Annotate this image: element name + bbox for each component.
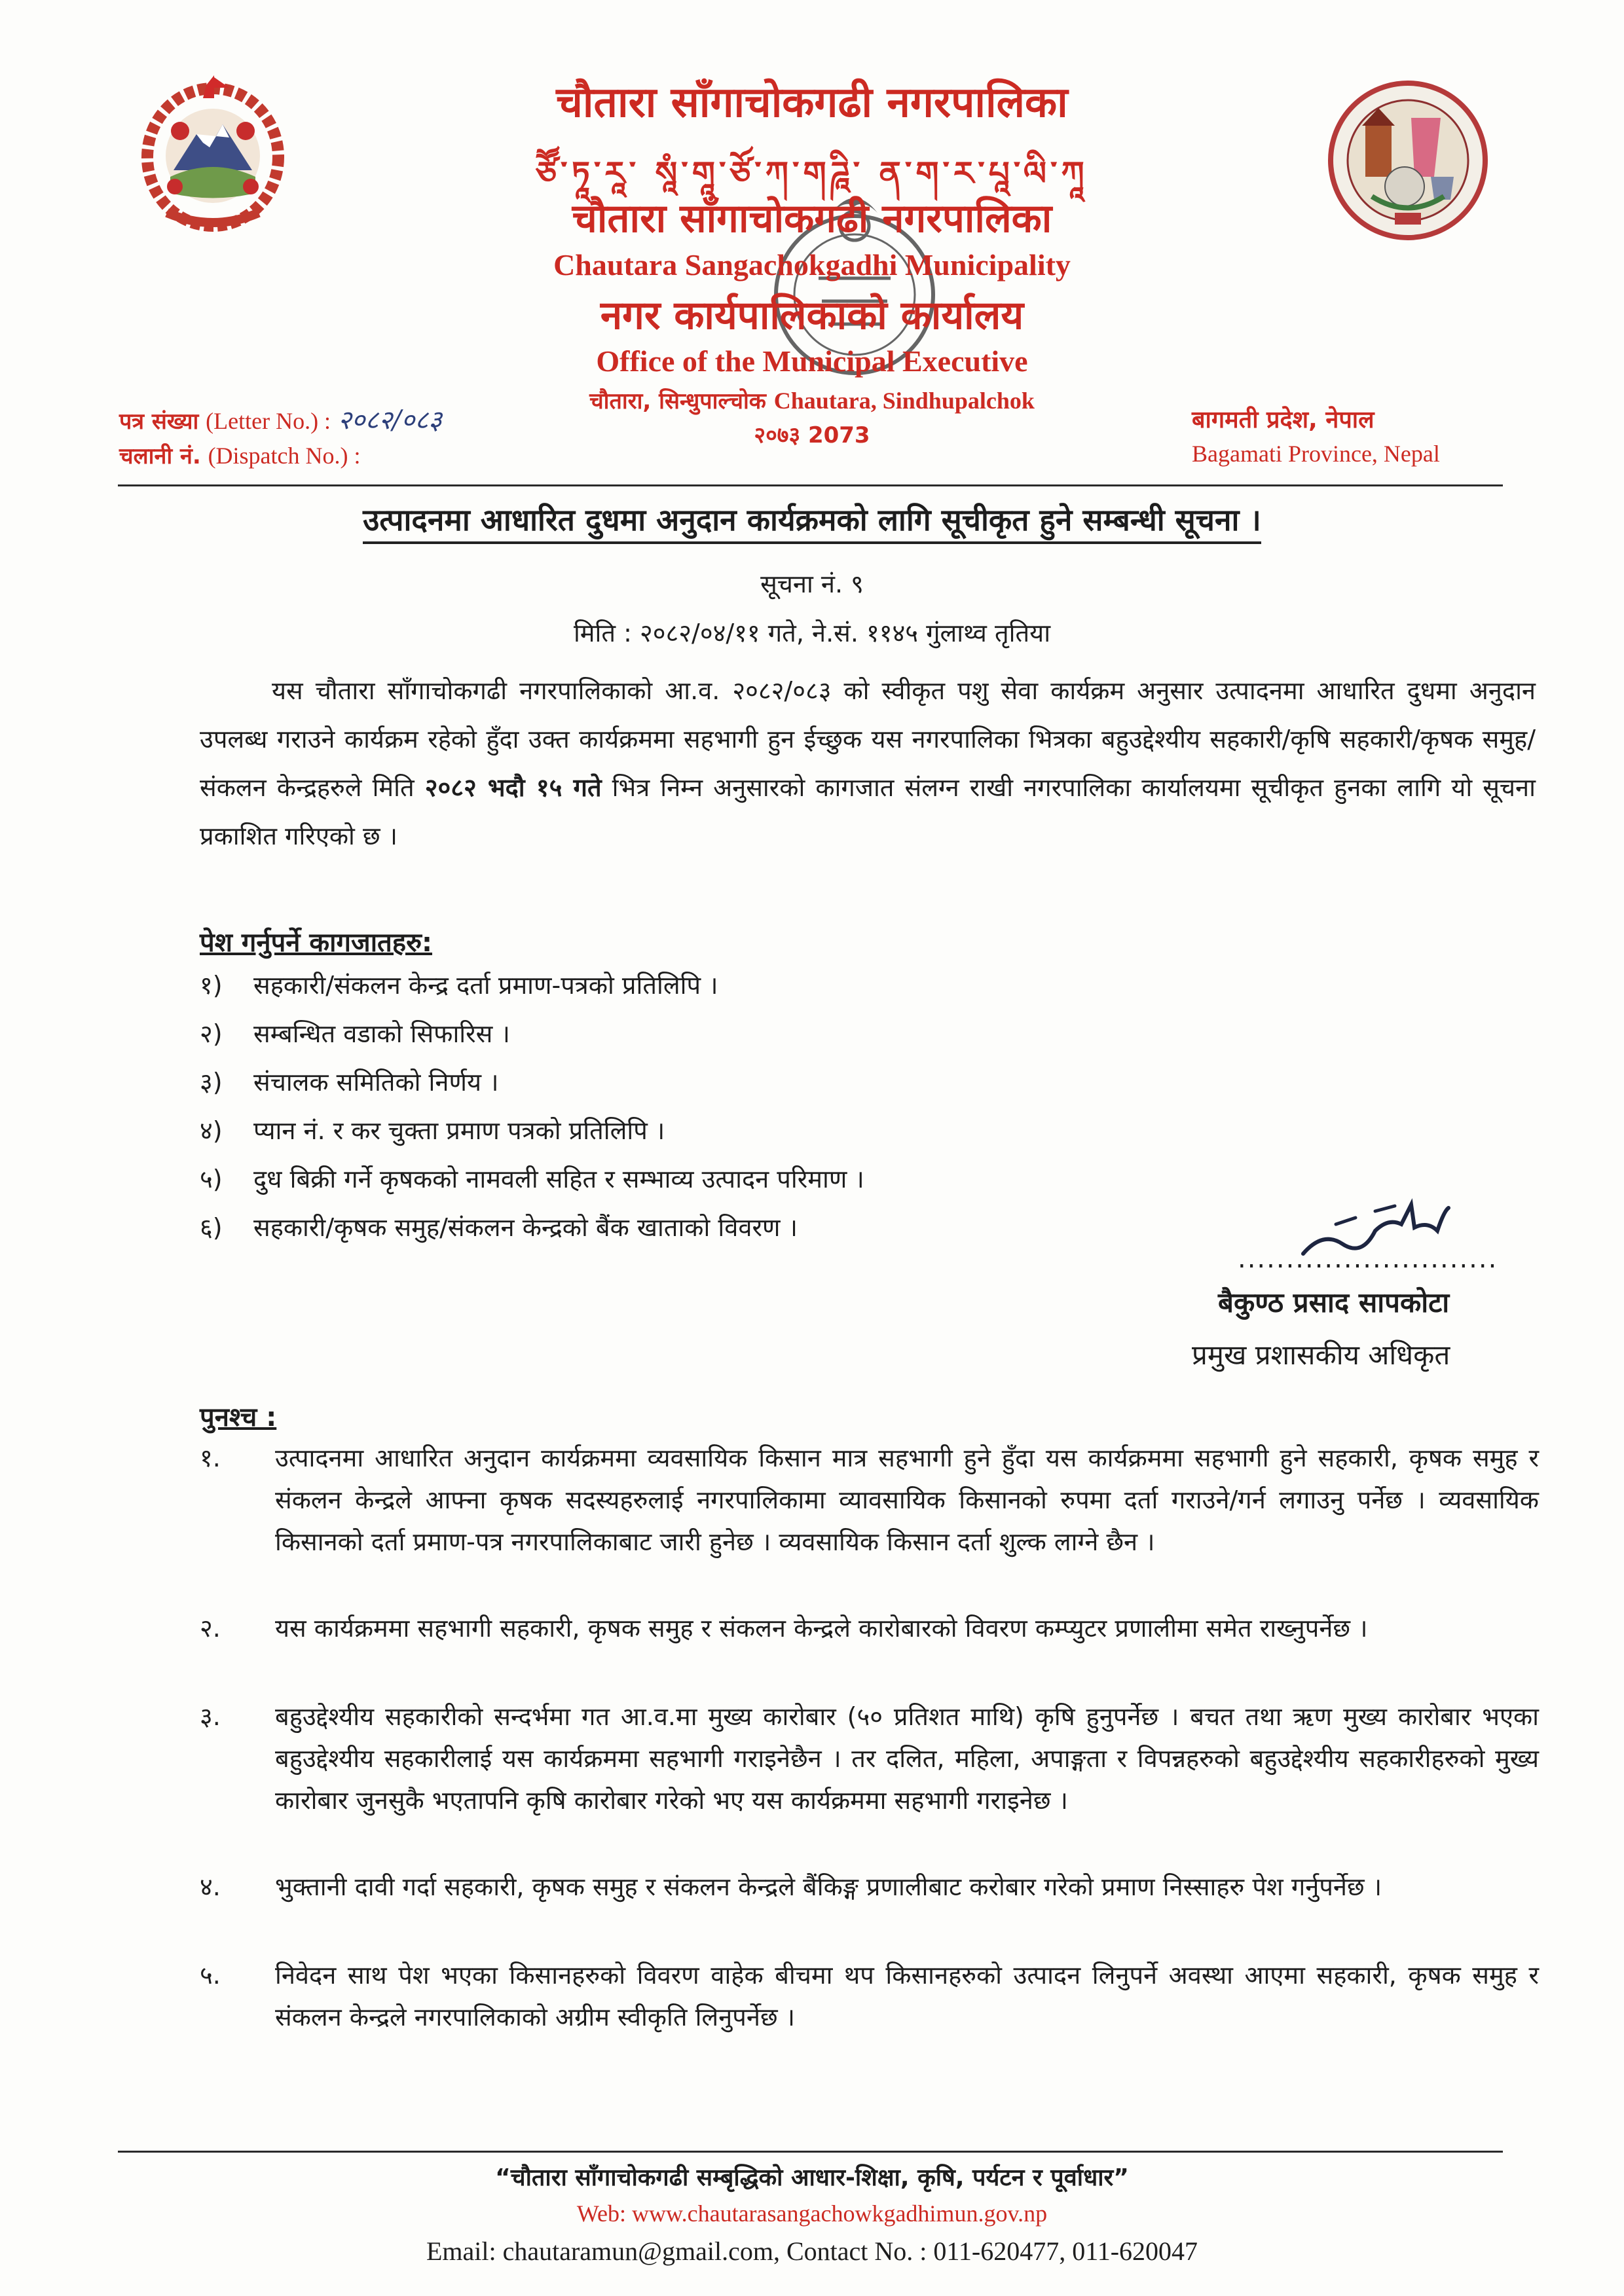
address-nepali: चौतारा, सिन्धुपाल्चोक: [589, 388, 766, 414]
document-item: ५) दुध बिक्री गर्ने कृषकको नामवली सहित र सम्भाव्य उत्पादन परिमाण ।: [200, 1165, 864, 1194]
notice-body: [200, 666, 1536, 860]
notice-date: मिति : २०८२/०४/११ गते, ने.सं. ११४५ गुंलाथ्व तृतिया: [573, 619, 1051, 647]
postscript-item: ५. निवेदन साथ पेश भएका किसानहरुको विवरण वाहेक बीचमा थप किसानहरुको उत्पादन लिनुपर्ने अवस्था आएमा सहकारी, कृषक समुह र संकलन केन्द्रले नगरपालिकाको अग्रीम स्वीकृति लिनुपर्नेछ ।: [200, 1961, 1539, 2032]
documents-heading: पेश गर्नुपर्ने कागजातहरु:: [200, 928, 433, 958]
document-item: ४) प्यान नं. र कर चुक्ता प्रमाण पत्रको प्रतिलिपि ।: [200, 1116, 665, 1145]
municipality-name-english: Chautara Sangachokgadhi Municipality: [553, 248, 1071, 282]
footer-website: Web: www.chautarasangachowkgadhimun.gov.np: [576, 2200, 1048, 2227]
letter-no-label-en: (Letter No.) :: [206, 408, 331, 434]
footer-contact: Email: chautaramun@gmail.com, Contact No. : 011-620477, 011-620047: [426, 2236, 1198, 2266]
postscript-item: ३. बहुउद्देश्यीय सहकारीको सन्दर्भमा गत आ.व.मा मुख्य कारोबार (५० प्रतिशत माथि) कृषि हुनुपर्नेछ । बचत तथा ऋण मुख्य कारोबार भएका बहुउद्देश्यीय सहकारीलाई यस कार्यक्रममा सहभागी गराइनेछैन । तर दलित, महिला, अपाङ्गता र विपन्नहरुको बहुउद्देश्यीय सहकारीहरुको मुख्य कारोबार जुनसुकै भएतापनि कृषि कारोबार गरेको भए यस कार्यक्रममा सहभागी गराइनेछ ।: [200, 1702, 1539, 1815]
dispatch-number-row: [119, 440, 361, 470]
notice-number: सूचना नं. ९: [760, 570, 864, 598]
document-item: १) सहकारी/संकलन केन्द्र दर्ता प्रमाण-पत्रको प्रतिलिपि ।: [200, 971, 718, 1000]
office-name-english: Office of the Municipal Executive: [596, 344, 1028, 378]
letter-no-value: २०८२/०८३: [337, 405, 442, 435]
established-year: २०७३ 2073: [754, 422, 870, 448]
letter-no-label-np: पत्र संख्या: [119, 409, 199, 435]
header-divider: [118, 484, 1503, 486]
document-item: ६) सहकारी/कृषक समुह/संकलन केन्द्रको बैंक खाताको विवरण ।: [200, 1213, 798, 1242]
notice-subject: [0, 499, 1624, 539]
municipality-name-nepalbhasa: चौतारा साँगाचोकगढी नगरपालिका: [572, 196, 1052, 242]
footer-divider: [118, 2151, 1503, 2153]
letter-number-row: [119, 401, 442, 437]
municipality-name-tamang: ཙཽ་ཏཱ་རཱ་ སཱཾ་གཱ་ཙོ་ཀ་གཌཱི་ ན་ག་ར་པཱ་ལི་ཀཱ: [536, 155, 1088, 192]
address-english: Chautara, Sindhupalchok: [773, 388, 1035, 414]
province-english: Bagamati Province, Nepal: [1192, 441, 1440, 467]
office-name-nepali: नगर कार्यपालिकाको कार्यालय: [600, 293, 1024, 338]
province-nepali: बागमती प्रदेश, नेपाल: [1192, 407, 1375, 433]
postscript-item: १. उत्पादनमा आधारित अनुदान कार्यक्रममा व्यवसायिक किसान मात्र सहभागी हुने हुँदा यस कार्यक्रममा सहभागी हुने सहकारी, कृषक समुह र संकलन केन्द्रले आफ्ना कृषक सदस्यहरुलाई नगरपालिकामा व्यावसायिक किसानको रुपमा दर्ता गराउने/गर्न लगाउनु पर्नेछ । व्यवसायिक किसानको दर्ता प्रमाण-पत्र नगरपालिकाबाट जारी हुनेछ । व्यवसायिक किसान दर्ता शुल्क लाग्ने छैन ।: [200, 1444, 1539, 1556]
document-item: २) सम्बन्धित वडाको सिफारिस ।: [200, 1019, 510, 1048]
signature-line: ...........................: [1238, 1244, 1498, 1274]
body-text-2: भित्र निम्न अनुसारको कागजात संलग्न राखी नगरपालिका कार्यालयमा सूचीकृत हुनका लागि यो सूचना प्रकाशित गरिएको छ ।: [200, 773, 1536, 850]
deadline-date: २०८२ भदौ १५ गते: [424, 773, 602, 802]
body-text-1: यस चौतारा साँगाचोकगढी नगरपालिकाको आ.व. २०८२/०८३ को स्वीकृत पशु सेवा कार्यक्रम अनुसार उत्पादनमा आधारित दुधमा अनुदान उपलब्ध गराउने कार्यक्रम रहेको हुँदा उक्त कार्यक्रममा सहभागी हुन ईच्छुक यस नगरपालिका भित्रका बहुउद्देश्यीय सहकारी/कृषि सहकारी/कृषक समुह/संकलन केन्द्रहरुले मिति: [200, 676, 1536, 802]
document-item: ३) संचालक समितिको निर्णय ।: [200, 1068, 499, 1097]
notice-subject-text: उत्पादनमा आधारित दुधमा अनुदान कार्यक्रमको लागि सूचीकृत हुने सम्बन्धी सूचना ।: [363, 502, 1261, 544]
dispatch-label-en: (Dispatch No.) :: [208, 443, 361, 469]
signatory-title: प्रमुख प्रशासकीय अधिकृत: [1192, 1339, 1450, 1371]
signatory-name: बैकुण्ठ प्रसाद सापकोटा: [1218, 1286, 1450, 1319]
postscript-item: ४. भुक्तानी दावी गर्दा सहकारी, कृषक समुह र संकलन केन्द्रले बैंकिङ्ग प्रणालीबाट करोबार गरेको प्रमाण निस्साहरु पेश गर्नुपर्नेछ ।: [200, 1872, 1382, 1901]
municipality-name-nepali: चौतारा साँगाचोकगढी नगरपालिका: [556, 79, 1068, 127]
dispatch-label-np: चलानी नं.: [119, 443, 201, 469]
footer-motto: “चौतारा साँगाचोकगढी सम्बृद्धिको आधार-शिक्षा, कृषि, पर्यटन र पूर्वाधार”: [495, 2164, 1129, 2191]
postscript-heading: पुनश्च :: [200, 1402, 277, 1432]
postscript-item: २. यस कार्यक्रममा सहभागी सहकारी, कृषक समुह र संकलन केन्द्रले कारोबारको विवरण कम्प्युटर प्रणालीमा समेत राख्नुपर्नेछ ।: [200, 1614, 1368, 1643]
